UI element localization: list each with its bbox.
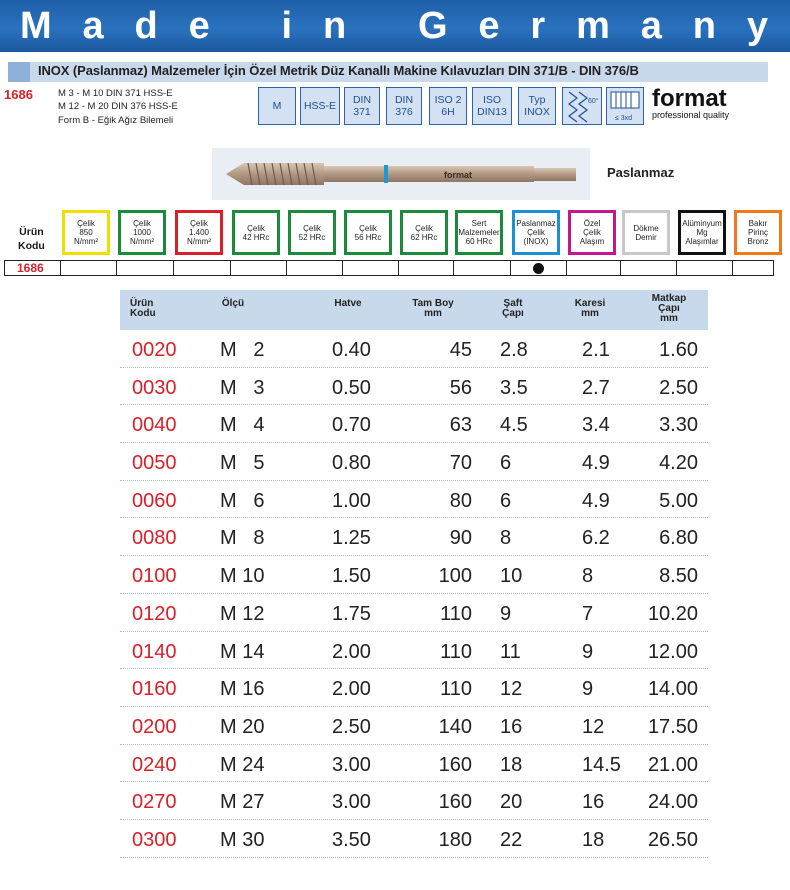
materials-row-cell [567,261,621,275]
spec-box-iso2 [429,87,467,125]
cell-hatve: 2.50 [332,715,371,738]
header-line: Karesi [574,298,606,309]
banner-letter: M [20,4,52,47]
header-line: Tam Boy [412,298,454,309]
cell-hatve: 0.50 [332,376,371,399]
material-box [678,210,726,255]
materials-row-code: 1686 [5,261,61,275]
cell-hatve: 1.25 [332,527,371,550]
cell-kare: 3.4 [582,414,610,437]
material-text: Paslanmaz [516,219,556,228]
cell-code: 0030 [132,376,177,399]
logo-word: format [652,85,727,112]
cell-hatve: 2.00 [332,678,371,701]
cell-hatve: 0.80 [332,452,371,475]
banner-letter: e [478,4,500,47]
banner-letter: y [746,4,768,47]
material-text: 52 HRc [298,232,326,242]
material-text: Demir [635,232,657,242]
cell-kare: 9 [582,640,594,663]
material-text: (INOX) [523,237,549,246]
cell-hatve: 1.50 [332,565,371,588]
banner-letter: a [640,4,662,47]
cell-hatve: 0.40 [332,339,371,361]
table-row [120,518,708,556]
cell-matkap: 5.00 [659,489,698,512]
cell-code: 0020 [132,339,177,361]
cell-boy: 160 [438,791,472,814]
cell-saft: 16 [500,715,523,738]
cell-kare: 6.2 [582,527,610,550]
cell-code: 0270 [132,791,177,814]
cell-matkap: 21.00 [647,753,698,776]
table-row [120,782,708,820]
header-line: mm [660,313,678,324]
spec-box-thread-angle [562,87,602,125]
spec-box-metric [258,87,296,125]
cell-matkap: 24.00 [647,791,698,814]
cell-olcu: M 8 [220,527,265,550]
spec-box-depth [606,87,644,125]
cell-hatve: 2.00 [332,640,371,663]
spec-text: ISO 2 [434,94,462,106]
header-urun [130,299,156,319]
cell-kare: 2.1 [582,339,610,361]
banner-letter: n [322,4,347,47]
cell-olcu: M 16 [220,678,265,701]
cell-code: 0200 [132,715,177,738]
spec-box-material [300,87,340,125]
material-box [512,210,560,255]
material-box [455,210,503,255]
material-label: Paslanmaz [607,165,675,180]
header-olcu [218,299,248,309]
cell-boy: 100 [438,565,472,588]
material-text: Mg [696,228,708,237]
material-text: Alaşımlar [685,237,719,246]
material-text: Çelik [247,223,265,233]
cell-kare: 9 [582,678,594,701]
material-text: Malzemeler [458,228,500,237]
spec-text: HSS-E [303,100,337,112]
cell-kare: 16 [582,791,605,814]
table-row [120,594,708,632]
cell-saft: 10 [500,565,523,588]
header-line: Şaft [503,298,523,309]
material-box [118,210,166,255]
header-line: Ürün [130,298,154,309]
cell-saft: 4.5 [500,414,528,437]
cell-code: 0100 [132,565,177,588]
cell-hatve: 3.50 [332,828,371,851]
material-text: N/mm² [74,237,98,246]
cell-hatve: 3.00 [332,753,371,776]
cell-matkap: 4.20 [659,452,698,475]
material-box [288,210,336,255]
spec-text: 6H [441,106,455,118]
header-boy [408,299,458,319]
cell-saft: 20 [500,791,523,814]
cell-boy: 45 [449,339,472,361]
cell-code: 0160 [132,678,177,701]
header-line: Kodu [130,308,156,319]
cell-boy: 160 [438,753,472,776]
cell-olcu: M 24 [220,753,265,776]
cell-boy: 80 [449,489,472,512]
spec-box-din376 [386,87,422,125]
tool-brand-text: format [444,170,473,180]
cell-olcu: M 20 [220,715,265,738]
cell-matkap: 3.30 [659,414,698,437]
cell-saft: 6 [500,452,512,475]
material-text: N/mm² [187,237,211,246]
cell-code: 0300 [132,828,177,851]
material-box [622,210,670,255]
section-marker [8,62,30,82]
cell-boy: 63 [449,414,472,437]
table-row [120,443,708,481]
cell-boy: 180 [438,828,472,851]
cell-code: 0120 [132,602,177,625]
material-text: 42 HRc [242,232,270,242]
banner-letter: n [692,4,716,47]
cell-hatve: 1.00 [332,489,371,512]
cell-matkap: 12.00 [647,640,698,663]
made-in-germany-banner [0,0,790,52]
cell-olcu: M 4 [220,414,265,437]
header-hatve [328,299,368,309]
cell-olcu: M 2 [220,339,265,361]
cell-kare: 7 [582,602,594,625]
header-line: Çapı [658,303,680,314]
product-desc-line: M 3 - M 10 DIN 371 HSS-E [58,88,173,99]
materials-row-cell [174,261,231,275]
header-line: Ölçü [221,298,245,309]
materials-row [4,260,774,276]
table-row [120,820,708,858]
header-line: mm [581,308,599,319]
material-text: N/mm² [130,237,154,246]
table-row [120,330,708,368]
cell-olcu: M 30 [220,828,265,851]
materials-row-cell [117,261,174,275]
cell-matkap: 26.50 [647,828,698,851]
material-text: 1.400 [188,228,210,237]
material-text: 56 HRc [354,232,382,242]
material-box [232,210,280,255]
material-text: 1000 [133,228,151,237]
cell-saft: 22 [500,828,523,851]
material-text: 60 HRc [465,237,493,246]
cell-olcu: M 6 [220,489,265,512]
materials-row-cell [61,261,117,275]
product-desc-line: Form B - Eğik Ağız Bilemeli [58,115,174,126]
cell-olcu: M 27 [220,791,265,814]
cell-hatve: 1.75 [332,602,371,625]
cell-matkap: 1.60 [659,339,698,361]
cell-olcu: M 12 [220,602,265,625]
cell-kare: 8 [582,565,594,588]
banner-letter: r [530,4,546,47]
material-text: Pirinç [747,228,768,237]
banner-letter: d [134,4,158,47]
material-text: Çelik [583,228,601,237]
material-text: Çelik [415,223,433,233]
header-line: mm [424,308,442,319]
table-row [120,669,708,707]
material-text: Çelik [133,219,151,228]
cell-boy: 90 [449,527,472,550]
cell-olcu: M 14 [220,640,265,663]
cell-code: 0080 [132,527,177,550]
cell-olcu: M 10 [220,565,265,588]
material-text: Bakır [748,219,768,228]
product-code: 1686 [4,87,33,102]
cell-hatve: 3.00 [332,791,371,814]
cell-boy: 110 [440,640,472,663]
cell-boy: 140 [438,715,472,738]
table-row [120,368,708,406]
banner-letter: e [188,4,210,47]
cell-matkap: 8.50 [659,565,698,588]
spec-text: Typ [528,94,546,106]
cell-saft: 3.5 [500,376,528,399]
banner-letter: a [82,4,104,47]
cell-kare: 4.9 [582,452,610,475]
spec-box-din371 [344,87,380,125]
material-text: 850 [79,228,93,237]
spec-text: DIN [394,94,414,106]
cell-boy: 56 [449,376,472,399]
material-box [344,210,392,255]
table-row [120,707,708,745]
table-header [120,290,708,330]
cell-kare: 4.9 [582,489,610,512]
material-box [400,210,448,255]
cell-kare: 2.7 [582,376,610,399]
label-line: Kodu [18,240,45,252]
cell-matkap: 17.50 [647,715,698,738]
materials-row-cell [511,261,567,275]
cell-boy: 110 [440,678,472,701]
header-line: Çapı [502,308,524,319]
cell-code: 0140 [132,640,177,663]
material-text: Çelik [359,223,377,233]
cell-code: 0060 [132,489,177,512]
material-text: Çelik [303,223,321,233]
thread-60-icon [563,88,601,124]
cell-saft: 9 [500,602,512,625]
format-logo [652,85,762,120]
cell-code: 0040 [132,414,177,437]
material-text: Dökme [633,223,659,233]
material-text: Alaşım [579,237,605,246]
spec-text: 376 [395,106,413,118]
cell-olcu: M 3 [220,376,265,399]
banner-letter: m [576,4,610,47]
spec-text: DIN [352,94,372,106]
table-row [120,632,708,670]
materials-row-cell [231,261,287,275]
depth-icon [607,88,643,124]
cell-matkap: 2.50 [659,376,698,399]
label-line: Ürün [19,226,44,238]
table-body [120,330,708,858]
material-text: Çelik [190,219,208,228]
cell-kare: 12 [582,715,605,738]
spec-text: ≤ 3xd [615,115,633,122]
table-row [120,556,708,594]
cell-saft: 6 [500,489,512,512]
cell-matkap: 6.80 [659,527,698,550]
cell-code: 0050 [132,452,177,475]
material-text: Sert [471,219,487,228]
materials-row-cell [621,261,677,275]
header-kare [570,299,610,319]
table-row [120,481,708,519]
header-line: Hatve [334,298,362,309]
spec-text: ISO [482,94,502,106]
cell-saft: 12 [500,678,523,701]
spec-box-type [518,87,556,125]
material-box [175,210,223,255]
materials-row-cell [287,261,343,275]
table-row [120,405,708,443]
header-matkap [644,294,694,324]
cell-olcu: M 5 [220,452,265,475]
material-text: Bronz [747,237,769,246]
section-title: INOX (Paslanmaz) Malzemeler İçin Özel Metrik Düz Kanallı Makine Kılavuzları DIN 371/B - DIN 376/B [38,63,639,78]
material-text: 62 HRc [410,232,438,242]
materials-row-cell [399,261,454,275]
table-row [120,745,708,783]
material-box [734,210,782,255]
header-saft [498,299,528,319]
cell-saft: 2.8 [500,339,528,361]
spec-text: DIN13 [477,106,507,118]
cell-saft: 11 [500,640,521,663]
banner-letter: i [281,4,293,47]
product-desc-line: M 12 - M 20 DIN 376 HSS-E [58,101,178,112]
spec-box-iso-din13 [472,87,512,125]
spec-text: M [272,100,282,112]
material-box [568,210,616,255]
cell-matkap: 10.20 [647,602,698,625]
cell-saft: 8 [500,527,512,550]
cell-matkap: 14.00 [647,678,698,701]
cell-hatve: 0.70 [332,414,371,437]
cell-boy: 110 [440,602,472,625]
cell-boy: 70 [449,452,472,475]
material-box [62,210,110,255]
spec-text: 371 [353,106,371,118]
spec-text: INOX [524,106,550,118]
materials-row-cells [61,261,773,275]
materials-row-cell [733,261,767,275]
logo-tagline: professional quality [652,110,730,120]
cell-kare: 14.5 [582,753,621,776]
cell-saft: 18 [500,753,523,776]
material-text: Çelik [527,228,545,237]
machine-tap-icon [212,148,590,200]
materials-code-label [18,225,45,253]
materials-row-cell [677,261,733,275]
machine-tap-image [212,148,590,200]
header-line: Matkap [651,293,687,304]
suitability-dot [533,263,544,274]
cell-kare: 18 [582,828,605,851]
spec-text: 60° [588,98,599,105]
cell-code: 0240 [132,753,177,776]
material-text: Alüminyum [682,219,722,228]
material-text: Çelik [77,219,95,228]
banner-letter: G [417,4,448,47]
material-text: Özel [583,219,601,228]
materials-row-cell [343,261,399,275]
materials-row-cell [454,261,511,275]
